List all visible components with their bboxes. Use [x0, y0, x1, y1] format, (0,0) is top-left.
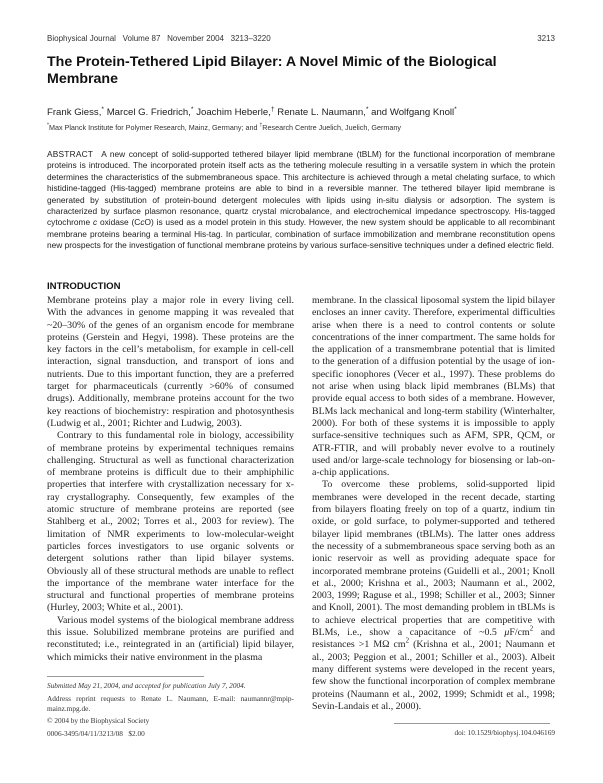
- author: and Wolfgang Knoll*: [371, 105, 457, 118]
- doi-divider: [394, 723, 550, 724]
- author-list: [47, 107, 567, 118]
- paragraph: membrane. In the classical liposomal system the lipid bilayer encloses an inner cavity. Therefore, experimental difficulties arise when there is a need to control contents or solute concentrations of the inner compartment. The same holds for the application of a transmembrane potential that is limited to the generation of a diffusion potential by the usage of ion-specific ionophores (Vecer et al., 1997). These problems do not arise when using black lipid membranes (BLMs) that provide equal access to both sides of a membrane. However, BLMs lack mechanical and long-term stability (Winterhalter, 2000). For both of these systems it is impossible to apply surface-sensitive techniques such as AFM, SPR, QCM, or ATR-FTIR, and will probably never evolve to a routinely used and/or large-scale technology for biosensing or lab-on-a-chip applications.: [312, 295, 555, 479]
- submission-dates: Submitted May 21, 2004, and accepted for publication July 7, 2004.: [47, 681, 246, 690]
- abstract: ABSTRACT A new concept of solid-supported tethered bilayer lipid membrane (tBLM) for the functional incorporation of membrane proteins is introduced. The incorporated protein itself acts as the tethering molecule resulting in a versatile system in which the protein determines the characteristics of the submembraneous space. This architecture is achieved through a metal chelating surface, to which histidine-tagged (His-tagged) membrane proteins are able to bind in a reversible manner. The tethered bilayer lipid membrane is generated by substitution of protein-bound detergent molecules with lipids using in-situ dialysis or adsorption. The system is characterized by surface plasmon resonance, quartz crystal microbalance, and electrochemical impedance spectroscopy. His-tagged cytochrome c oxidase (CcO) is used as a model protein in this study. However, the new system should be applicable to all recombinant membrane proteins bearing a terminal His-tag. In particular, combination of surface immobilization and membrane reconstitution opens new prospects for the investigation of functional membrane proteins by various surface-sensitive techniques under a defined electric field.: [47, 149, 556, 251]
- reprint-address: Address reprint requests to Renate L. Naumann, E-mail: naumannr@mpip-mainz.mpg.de.: [47, 693, 294, 713]
- copyright: © 2004 by the Biophysical Society: [47, 716, 150, 726]
- body-column-right: [312, 295, 555, 713]
- paragraph: Membrane proteins play a major role in every living cell. With the advances in genome mapping it was revealed that ~20–30% of the genes of an organism encode for membrane proteins (Gerstein and Hegyi, 1998). These proteins are the key factors in the cell’s metabolism, for example in cell-cell interaction, signal transduction, and transport of ions and nutrients. Due to this important function, they are a preferred target for pharmaceuticals (currently >60% of consumed drugs). Additionally, membrane proteins account for the two key reactions of biochemistry: respiration and photosynthesis (Ludwig et al., 2001; Richter and Ludwig, 2003).: [47, 295, 294, 429]
- abstract-label: ABSTRACT: [47, 149, 94, 159]
- paragraph: To overcome these problems, solid-supported lipid membranes were developed in the recent decade, starting from bilayers floating freely on top of a quartz, indium tin oxide, or gold surface, to polymer-supported and tethered bilayer lipid membranes (tBLMs). The latter ones address the necessity of a submembraneous space serving both as an ionic reservoir as well as providing adequate space for incorporated membrane proteins (Guidelli et al., 2001; Knoll et al., 2000; Krishna et al., 2003; Naumann et al., 2002, 2003, 1999; Raguse et al., 1998; Schiller et al., 2003; Sinner and Knoll, 2001). The most demanding problem in tBLMs is to achieve electrical properties that are competitive with BLMs, i.e., show a capacitance of ~0.5 $\mu F/cm^2$ and resistances >1 MΩ $cm^2$ (Krishna et al., 2001; Naumann et al., 2003; Peggion et al., 2001; Schiller et al., 2003). Albeit many different systems were developed in the recent years, few show the functional incorporation of complex membrane proteins (Naumann et al., 2002, 1999; Schmidt et al., 1998; Sevin-Landais et al., 2000).: [312, 479, 555, 712]
- body-column-left: [47, 295, 294, 664]
- section-heading-introduction: INTRODUCTION: [47, 281, 121, 292]
- author: Renate L. Naumann,*: [277, 105, 369, 118]
- author: Frank Giess,*: [47, 105, 105, 118]
- article-title: The Protein-Tethered Lipid Bilayer: A Novel Mimic of the Biological Membrane: [47, 54, 497, 87]
- author: Joachim Heberle,†: [196, 105, 275, 118]
- footnotes: [47, 681, 294, 741]
- affiliations: *Max Planck Institute for Polymer Research, Mainz, Germany; and †Research Centre Juelich, Juelich, Germany: [47, 122, 401, 132]
- author: Marcel G. Friedrich,*: [106, 105, 194, 118]
- footnote-divider: [47, 676, 204, 677]
- doi: doi: 10.1529/biophysj.104.046169: [454, 728, 555, 737]
- journal-info: Biophysical Journal Volume 87 November 2004 3213–3220: [47, 34, 271, 43]
- paragraph: Contrary to this fundamental role in biology, accessibility of membrane proteins by experimental techniques remains challenging. Structural as well as functional characterization of membrane proteins is difficult due to their amphiphilic properties that interfere with crystallization necessary for x-ray crystallography. Consequently, few examples of the atomic structure of membrane proteins are reported (see Stahlberg et al., 2002; Torres et al., 2003 for review). The limitation of NMR experiments to low-molecular-weight particles forces investigators to use organic solvents or detergent solutions rather than lipid bilayer systems. Obviously all of these structural methods are unable to reflect the importance of the membrane water interface for the structural and functional properties of membrane proteins (Hurley, 2003; White et al., 2001).: [47, 430, 294, 614]
- page-number: 3213: [537, 34, 555, 43]
- issn-price: 0006-3495/04/11/3213/08 $2.00: [47, 728, 145, 738]
- paragraph: Various model systems of the biological membrane address this issue. Solubilized membrane proteins are purified and reconstituted; i.e., reintegrated in an (artificial) lipid bilayer, which mimicks their native environment in the plasma: [47, 614, 294, 663]
